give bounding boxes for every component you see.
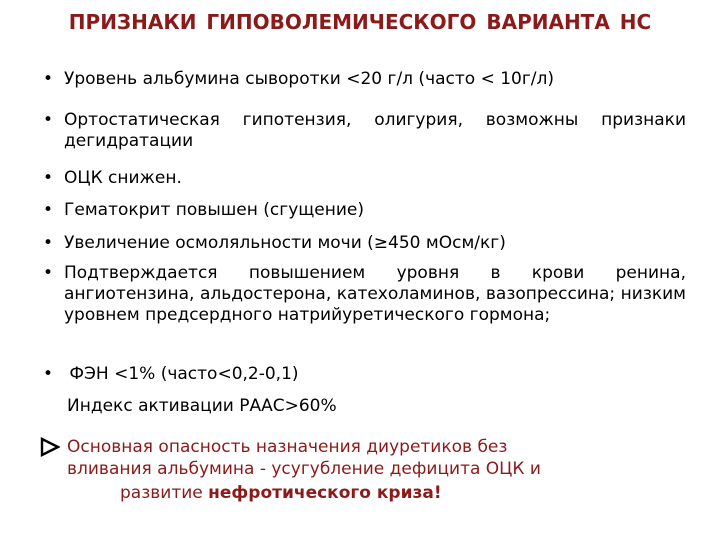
list-item: ФЭН <1% (часто<0,2-0,1) bbox=[64, 364, 299, 384]
bullet-dot-icon: • bbox=[43, 200, 54, 220]
warning-emphasis: нефротического криза! bbox=[208, 483, 442, 503]
list-item: Уровень альбумина сыворотки <20 г/л (часто < 10г/л) bbox=[64, 69, 555, 89]
warning-prefix: развитие bbox=[120, 483, 209, 503]
list-item: Ортостатическая гипотензия, олигурия, возможны признаки дегидратации bbox=[64, 110, 686, 151]
warning-line-3 bbox=[120, 482, 442, 504]
bullet-dot-icon: • bbox=[43, 110, 54, 130]
warning-line-2: вливания альбумина - усугубление дефицита ОЦК и bbox=[67, 459, 541, 479]
bullet-dot-icon: • bbox=[43, 69, 54, 89]
raas-index-line: Индекс активации РААС>60% bbox=[67, 396, 337, 416]
bullet-dot-icon: • bbox=[43, 233, 54, 253]
bullet-dot-icon: • bbox=[43, 364, 54, 384]
list-item: ОЦК снижен. bbox=[64, 168, 182, 188]
list-item: Увеличение осмоляльности мочи (≥450 мОсм/кг) bbox=[64, 233, 506, 253]
list-item: Гематокрит повышен (сгущение) bbox=[64, 200, 364, 220]
list-item: Подтверждается повышением уровня в крови ренина, ангиотензина, альдостерона, катехоламинов, вазопрессина; низким уровнем предсердного натрийуретического гормона; bbox=[64, 263, 686, 325]
arrow-right-icon bbox=[40, 436, 60, 458]
bullet-dot-icon: • bbox=[43, 263, 54, 283]
warning-line-1: Основная опасность назначения диуретиков без bbox=[67, 437, 508, 457]
bullet-dot-icon: • bbox=[43, 168, 54, 188]
slide-title: ПРИЗНАКИ ГИПОВОЛЕМИЧЕСКОГО ВАРИАНТА НС bbox=[68, 10, 652, 34]
